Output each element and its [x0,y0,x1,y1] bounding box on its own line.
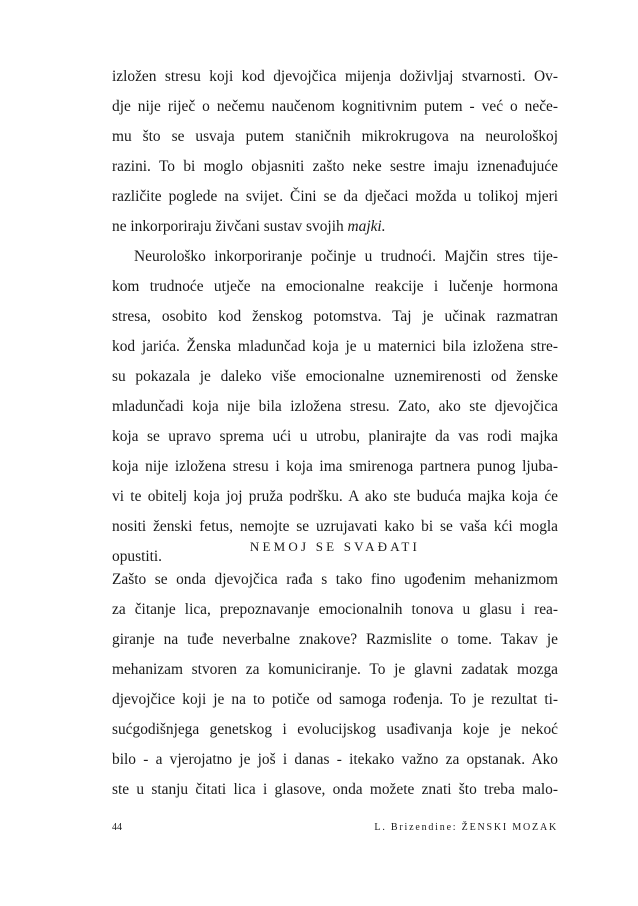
text-line: izložen stresu koji kod djevojčica mijenja doživljaj stvarnosti. Ov- [112,68,558,85]
paragraph-continued [112,62,558,572]
text-line: razini. To bi moglo objasniti zašto neke sestre imaju iznenađujuće [112,158,558,175]
text-line: bilo - a vjerojatno je još i danas - itekako važno za opstanak. Ako [112,751,558,768]
text-line: koja se upravo sprema ući u utrobu, planirajte da vas rodi majka [112,428,558,445]
text-line: dje nije riječ o nečemu naučenom kognitivnim putem - već o neče- [112,98,558,115]
text-line: kom trudnoće utječe na emocionalne reakcije i lučenje hormona [112,278,558,295]
section-heading: NEMOJ SE SVAĐATI [249,539,421,554]
text-line: giranje na tuđe neverbalne znakove? Razmislite o tome. Takav je [112,631,558,648]
text-line [112,212,558,242]
text-line: djevojčice koji je na to potiče od samoga rođenja. To je rezultat ti- [112,691,558,708]
text-run: ne inkorporiraju živčani sustav svojih [112,218,348,235]
text-line: Neurološko inkorporiranje počinje u trudnoći. Majčin stres tije- [134,248,558,265]
text-line: opustiti. [112,548,163,565]
page-number: 44 [112,822,122,833]
emphasized-word: majki. [347,218,386,235]
text-line: mu što se usvaja putem staničnih mikrokrugova na neurološkoj [112,128,558,145]
text-line: Zašto se onda djevojčica rađa s tako fino ugođenim mehanizmom [112,571,558,588]
text-line: mladunčadi koja nije bila izložena stresu. Zato, ako ste djevojčica [112,398,558,415]
text-line: kod jarića. Ženska mladunčad koja je u maternici bila izložena stre- [112,338,558,355]
text-line: koja nije izložena stresu i koja ima smirenoga partnera punog ljuba- [112,458,558,475]
text-line: za čitanje lica, prepoznavanje emocionalnih tonova u glasu i rea- [112,601,558,618]
text-line: vi te obitelj koja joj pruža podršku. A ako ste buduća majka koja će [112,488,558,505]
text-line: nositi ženski fetus, nemojte se uzrujavati kako bi se vaša kći mogla [112,518,558,535]
text-line: različite poglede na svijet. Čini se da dječaci možda u tolikoj mjeri [112,188,558,205]
text-line: mehanizam stvoren za komuniciranje. To je glavni zadatak mozga [112,661,558,678]
text-line: stresa, osobito kod ženskog potomstva. Taj je učinak razmatran [112,308,558,325]
page-footer [112,819,558,837]
text-line: ste u stanju čitati lica i glasove, onda možete znati što treba malo- [112,781,558,798]
paragraph [112,565,558,805]
running-title: L. Brizendine: ŽENSKI MOZAK [374,822,558,833]
text-line: sućgodišnjega genetskog i evolucijskog usađivanja koje je nekoć [112,721,558,738]
text-line: su pokazala je daleko više emocionalne uznemirenosti od ženske [112,368,558,385]
